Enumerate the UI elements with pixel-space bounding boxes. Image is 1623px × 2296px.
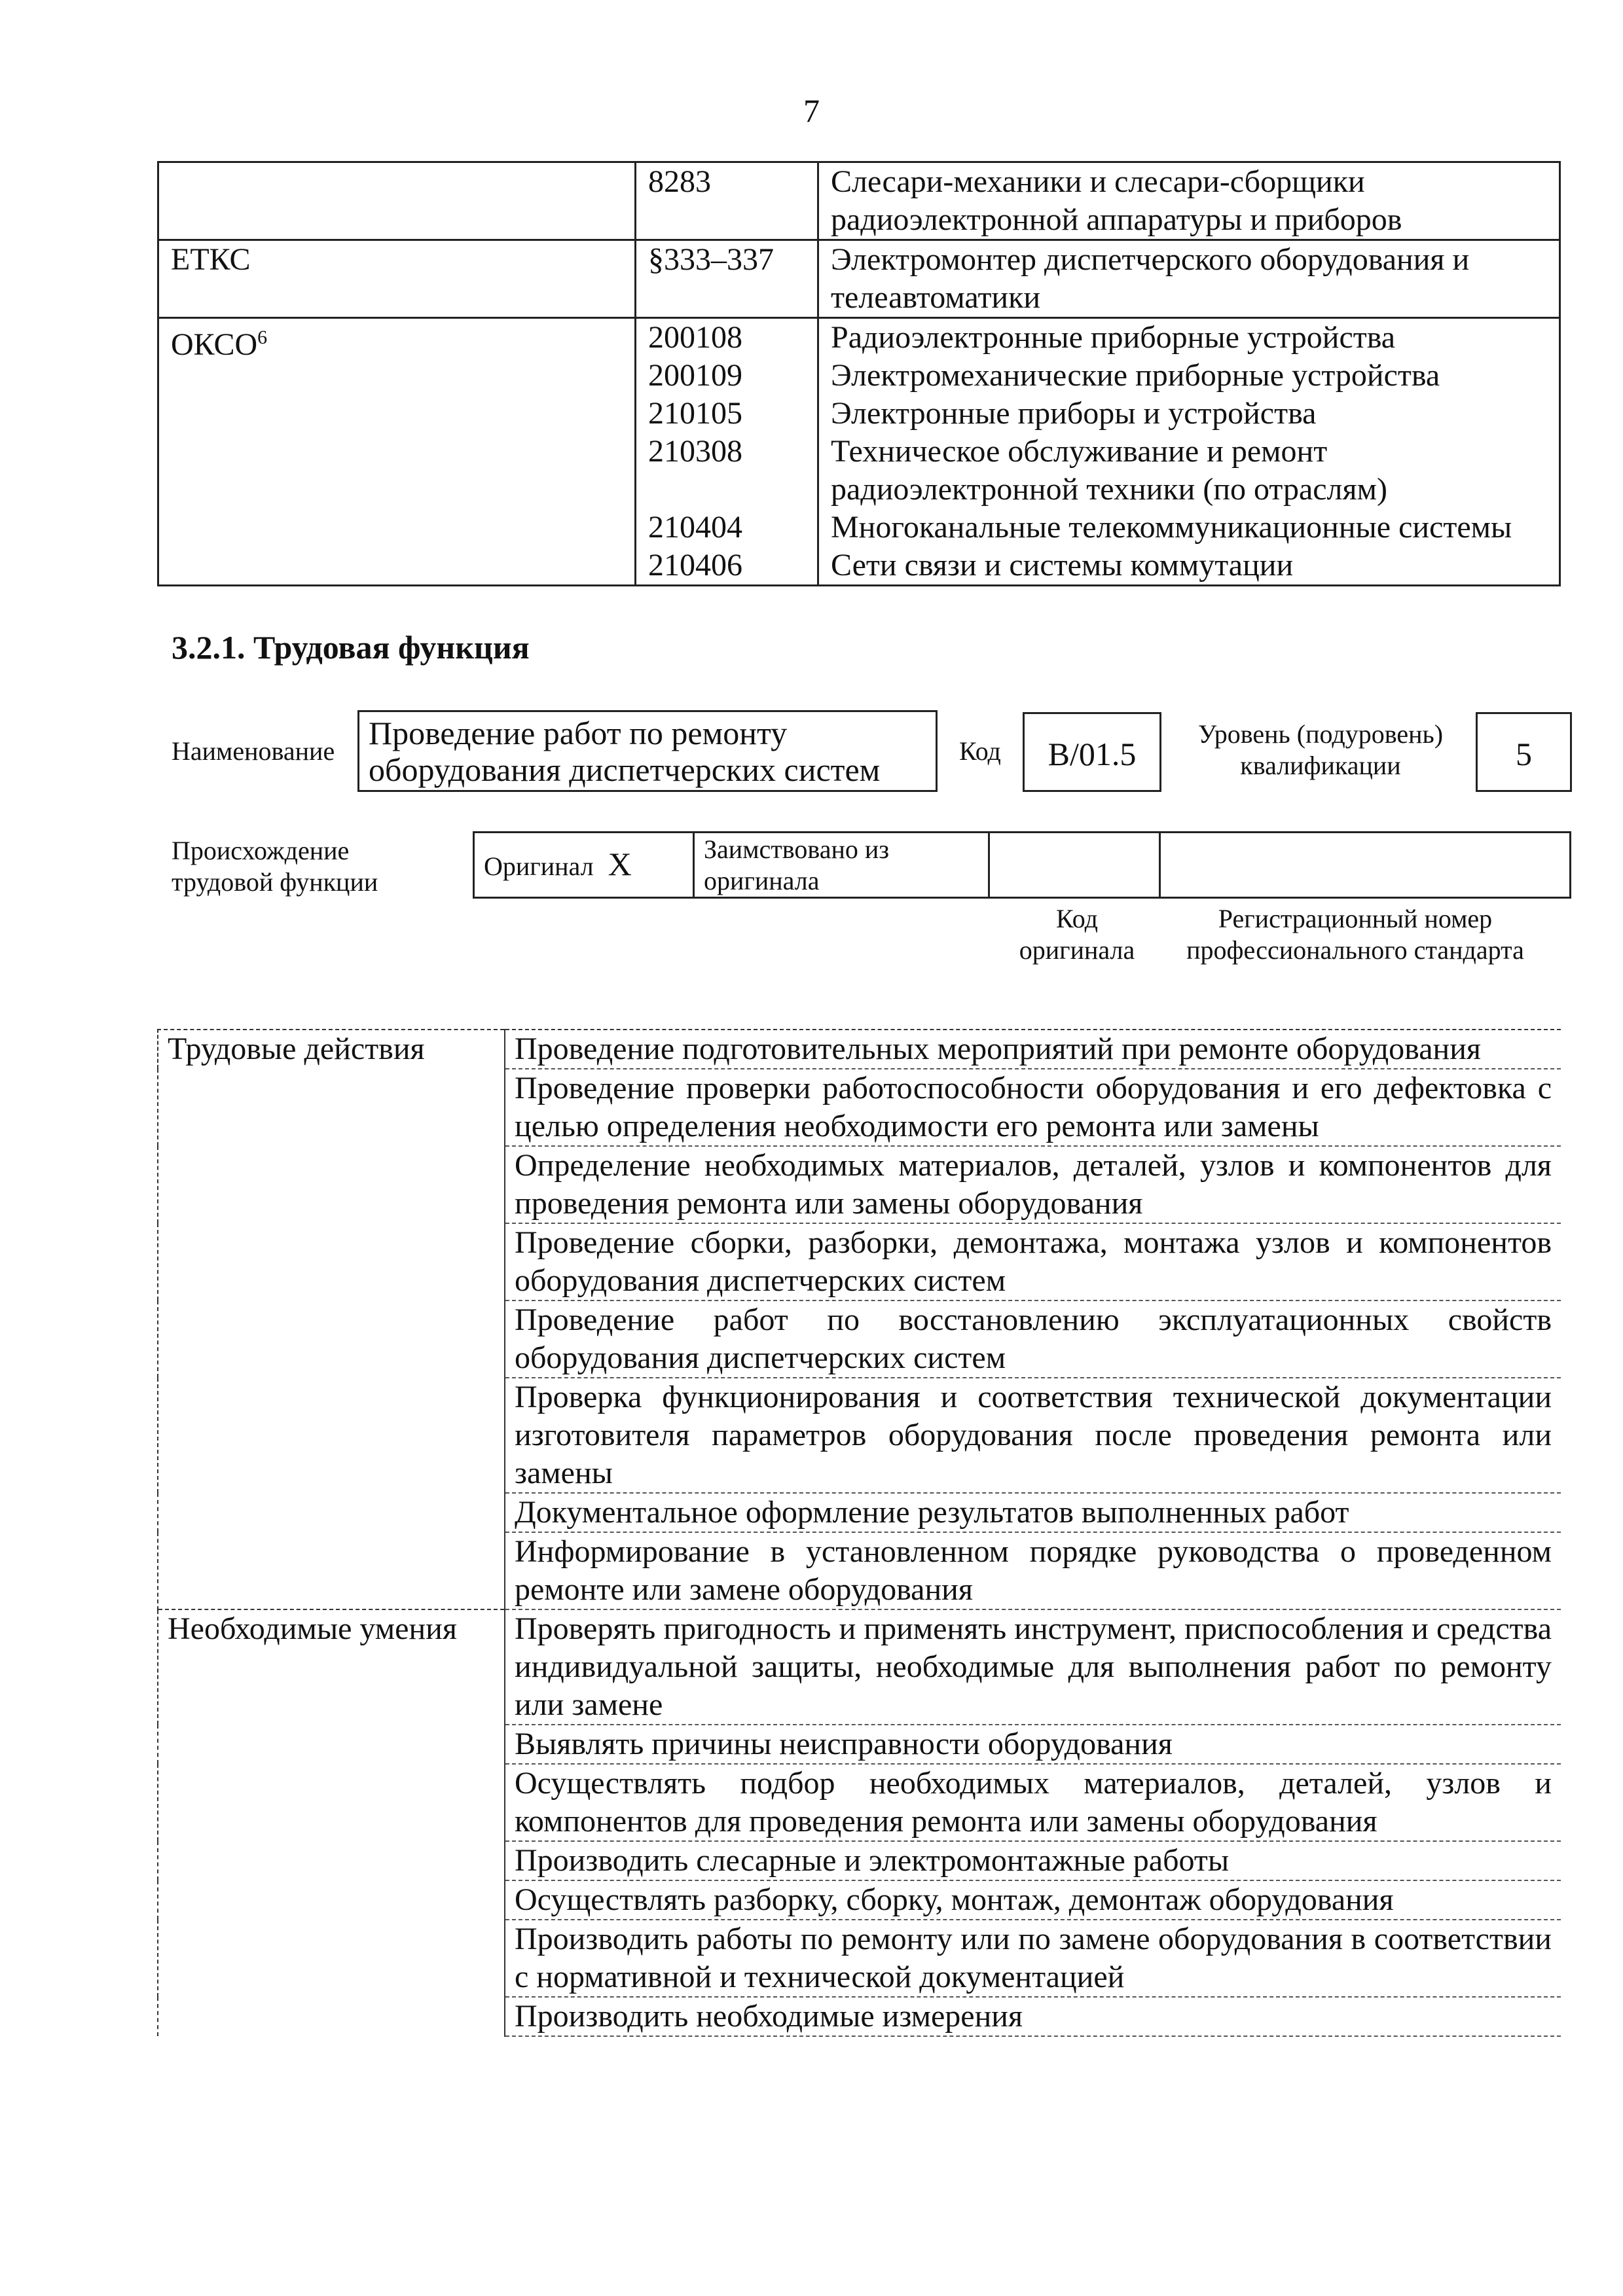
code-caption: Код оригинала (1019, 904, 1135, 965)
list-item: Проведение работ по восстановлению эксплуатационных свойств оборудования диспетчерских систем (505, 1300, 1561, 1378)
description-line: Техническое обслуживание и ремонт (831, 434, 1328, 469)
list-item: Производить необходимые измерения (505, 1997, 1561, 2036)
description-line: Сети связи и системы коммутации (831, 548, 1294, 583)
registration-number-cell (1160, 833, 1571, 898)
table-cell (636, 162, 818, 240)
list-item: Производить работы по ремонту или по замене оборудования в соответствии с нормативной и технической документацией (505, 1920, 1561, 1997)
table-cell (818, 240, 1560, 318)
description-line: Радиоэлектронные приборные устройства (831, 320, 1396, 355)
code-value: 8283 (648, 164, 711, 199)
list-item: Информирование в установленном порядке руководства о проведенном ремонте или замене оборудования (505, 1532, 1561, 1609)
table-cell (818, 162, 1560, 240)
group-title-cell (158, 1609, 505, 2036)
labor-function-table (157, 1029, 1561, 2037)
description-line: Многоканальные телекоммуникационные системы (831, 510, 1512, 545)
original-cell (474, 833, 694, 898)
description-line: радиоэлектронной аппаратуры и приборов (831, 202, 1402, 237)
table-row (158, 318, 1560, 586)
list-item: Проверка функционирования и соответствия технической документации изготовителя параметров оборудования после проведения ремонта или замены (505, 1378, 1561, 1493)
code-value: 200108 (648, 320, 742, 355)
code-value: 210406 (648, 548, 742, 583)
description-line: Электронные приборы и устройства (831, 396, 1317, 431)
registration-caption: Регистрационный номер профессионального стандарта (1186, 904, 1524, 965)
table-cell (636, 318, 818, 586)
list-item: Определение необходимых материалов, деталей, узлов и компонентов для проведения ремонта или замены оборудования (505, 1146, 1561, 1223)
group-title: Трудовые действия (168, 1031, 425, 1066)
table-cell (158, 162, 636, 240)
description-line: радиоэлектронной техники (по отраслям) (831, 472, 1387, 507)
description-line: телеавтоматики (831, 280, 1041, 315)
original-mark: X (608, 845, 632, 882)
function-code-box: B/01.5 (1023, 712, 1161, 792)
level-box: 5 (1476, 712, 1572, 792)
code-label: Код (959, 736, 1001, 766)
table-cell (818, 318, 1560, 586)
table-cell (158, 318, 636, 586)
table-row (474, 833, 1571, 898)
group-title-cell (158, 1030, 505, 1609)
list-item: Выявлять причины неисправности оборудования (505, 1725, 1561, 1764)
group-title: Необходимые умения (168, 1611, 457, 1646)
classification-table (157, 161, 1561, 586)
code-value: 210308 (648, 434, 742, 469)
description-line: Слесари-механики и слесари-сборщики (831, 164, 1365, 199)
original-label: Оригинал (484, 851, 594, 881)
table-row (158, 162, 1560, 240)
table-cell (158, 240, 636, 318)
table-row (158, 1609, 1561, 1725)
description-line: Электромонтер диспетчерского оборудования и (831, 242, 1470, 277)
list-item: Проведение сборки, разборки, демонтажа, монтажа узлов и компонентов оборудования диспетчерских систем (505, 1223, 1561, 1300)
borrowed-label: Заимствовано из оригинала (704, 834, 890, 895)
function-name-box: Проведение работ по ремонту оборудования диспетчерских систем (357, 710, 938, 792)
list-item: Проверять пригодность и применять инструмент, приспособления и средства индивидуальной защиты, необходимые для выполнения работ по ремонту или замене (505, 1609, 1561, 1725)
table-cell (636, 240, 818, 318)
table-row (158, 240, 1560, 318)
code-value (648, 471, 805, 509)
list-item: Проведение проверки работоспособности оборудования и его дефектовка с целью определения необходимости его ремонта или замены (505, 1069, 1561, 1146)
page-number: 7 (803, 92, 820, 129)
origin-label: Происхождение трудовой функции (172, 836, 378, 897)
origin-table (473, 831, 1571, 899)
list-item: Производить слесарные и электромонтажные работы (505, 1841, 1561, 1880)
list-item: Осуществлять подбор необходимых материалов, деталей, узлов и компонентов для проведения ремонта или замены оборудования (505, 1764, 1561, 1841)
footnote-mark: 6 (257, 327, 268, 348)
doc-name: ЕТКС (171, 242, 251, 277)
list-item: Документальное оформление результатов выполненных работ (505, 1493, 1561, 1532)
name-label: Наименование (172, 736, 335, 766)
original-code-cell (989, 833, 1160, 898)
section-title: 3.2.1. Трудовая функция (172, 629, 530, 666)
table-row (158, 1030, 1561, 1069)
doc-name: ОКСО (171, 327, 258, 362)
code-value: 200109 (648, 358, 742, 393)
borrowed-cell (694, 833, 989, 898)
description-line: Электромеханические приборные устройства (831, 358, 1440, 393)
code-value: 210404 (648, 510, 742, 545)
code-value: §333–337 (648, 242, 774, 277)
code-value: 210105 (648, 396, 742, 431)
list-item: Проведение подготовительных мероприятий при ремонте оборудования (505, 1030, 1561, 1069)
level-label: Уровень (подуровень) квалификации (1197, 719, 1444, 780)
list-item: Осуществлять разборку, сборку, монтаж, демонтаж оборудования (505, 1880, 1561, 1920)
